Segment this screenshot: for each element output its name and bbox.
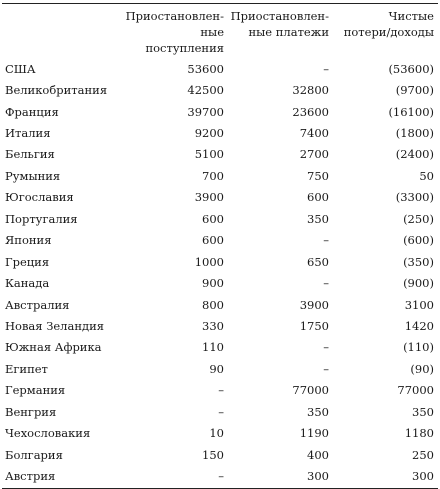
net-cell: 1420 — [404, 318, 434, 333]
table-row — [2, 465, 438, 486]
country-cell: Германия — [5, 383, 66, 398]
table-row — [2, 444, 438, 465]
net-cell: (90) — [410, 361, 434, 376]
country-cell: Австралия — [5, 297, 70, 312]
net-cell: 50 — [419, 168, 434, 183]
received-cell: 900 — [202, 276, 224, 291]
received-cell: 53600 — [187, 61, 224, 76]
table-row — [2, 165, 438, 186]
received-cell: 600 — [202, 233, 224, 248]
reparations-table — [2, 4, 438, 487]
received-cell: 110 — [202, 340, 224, 355]
paid-cell: 650 — [307, 254, 329, 269]
header-paid: Приостановлен- ные платежи — [230, 9, 329, 39]
paid-cell: 350 — [307, 404, 329, 419]
table-header — [2, 4, 438, 56]
received-cell: 700 — [202, 168, 224, 183]
received-cell: 3900 — [194, 190, 224, 205]
country-cell: Венгрия — [5, 404, 57, 419]
paid-cell: – — [323, 361, 329, 376]
paid-cell: 600 — [307, 190, 329, 205]
net-cell: (110) — [403, 340, 434, 355]
net-cell: 3100 — [404, 297, 434, 312]
country-cell: США — [5, 61, 36, 76]
net-cell: (250) — [403, 211, 434, 226]
paid-cell: 7400 — [299, 126, 329, 141]
paid-cell: 1750 — [299, 318, 329, 333]
paid-cell: 1190 — [299, 426, 329, 441]
country-cell: Румыния — [5, 168, 61, 183]
country-cell: Австрия — [5, 469, 56, 484]
paid-cell: 2700 — [299, 147, 329, 162]
received-cell: 90 — [209, 361, 224, 376]
country-cell: Великобритания — [5, 83, 108, 98]
net-cell: 350 — [412, 404, 434, 419]
country-cell: Югославия — [5, 190, 74, 205]
net-cell: (900) — [403, 276, 434, 291]
received-cell: 800 — [202, 297, 224, 312]
received-cell: 600 — [202, 211, 224, 226]
paid-cell: 32800 — [292, 83, 329, 98]
received-cell: 1000 — [194, 254, 224, 269]
country-cell: Франция — [5, 104, 59, 119]
table-row — [2, 101, 438, 122]
table-row — [2, 272, 438, 293]
net-cell: 250 — [412, 447, 434, 462]
table-row — [2, 337, 438, 358]
country-cell: Бельгия — [5, 147, 55, 162]
table-row — [2, 315, 438, 336]
paid-cell: 23600 — [292, 104, 329, 119]
received-cell: 5100 — [194, 147, 224, 162]
header-country — [2, 4, 121, 56]
table-row — [2, 208, 438, 229]
net-cell: (350) — [403, 254, 434, 269]
net-cell: (16100) — [388, 104, 434, 119]
table-row — [2, 230, 438, 251]
paid-cell: 350 — [307, 211, 329, 226]
net-cell: (3300) — [395, 190, 434, 205]
paid-cell: 400 — [307, 447, 329, 462]
paid-cell: – — [323, 340, 329, 355]
table-row — [2, 380, 438, 401]
received-cell: – — [218, 469, 224, 484]
country-cell: Египет — [5, 361, 48, 376]
paid-cell: – — [323, 233, 329, 248]
table-row — [2, 251, 438, 272]
net-cell: 77000 — [397, 383, 434, 398]
received-cell: 330 — [202, 318, 224, 333]
received-cell: – — [218, 383, 224, 398]
net-cell: (2400) — [395, 147, 434, 162]
country-cell: Италия — [5, 126, 51, 141]
received-cell: 150 — [202, 447, 224, 462]
net-cell: (600) — [403, 233, 434, 248]
header-net: Чистые потери/доходы — [343, 9, 434, 39]
paid-cell: 3900 — [299, 297, 329, 312]
net-cell: 300 — [412, 469, 434, 484]
net-cell: (53600) — [388, 61, 434, 76]
country-cell: Чехословакия — [5, 426, 91, 441]
received-cell: 42500 — [187, 83, 224, 98]
received-cell: 10 — [209, 426, 224, 441]
paid-cell: 77000 — [292, 383, 329, 398]
received-cell: – — [218, 404, 224, 419]
table-body — [2, 56, 438, 487]
net-cell: (9700) — [395, 83, 434, 98]
table-row — [2, 144, 438, 165]
paid-cell: 300 — [307, 469, 329, 484]
country-cell: Япония — [5, 233, 52, 248]
received-cell: 39700 — [187, 104, 224, 119]
table-row — [2, 122, 438, 143]
country-cell: Канада — [5, 276, 50, 291]
received-cell: 9200 — [194, 126, 224, 141]
table-row — [2, 401, 438, 422]
country-cell: Португалия — [5, 211, 78, 226]
table-row — [2, 422, 438, 443]
net-cell: 1180 — [404, 426, 434, 441]
country-cell: Греция — [5, 254, 50, 269]
table-row — [2, 358, 438, 379]
paid-cell: – — [323, 61, 329, 76]
table-row — [2, 56, 438, 79]
country-cell: Южная Африка — [5, 340, 102, 355]
table-row — [2, 294, 438, 315]
document-page — [0, 3, 440, 484]
country-cell: Болгария — [5, 447, 63, 462]
table-row — [2, 79, 438, 100]
header-received: Приостановлен- ные поступления — [125, 9, 224, 55]
table-row — [2, 187, 438, 208]
country-cell: Новая Зеландия — [5, 318, 104, 333]
paid-cell: 750 — [307, 168, 329, 183]
net-cell: (1800) — [395, 126, 434, 141]
paid-cell: – — [323, 276, 329, 291]
